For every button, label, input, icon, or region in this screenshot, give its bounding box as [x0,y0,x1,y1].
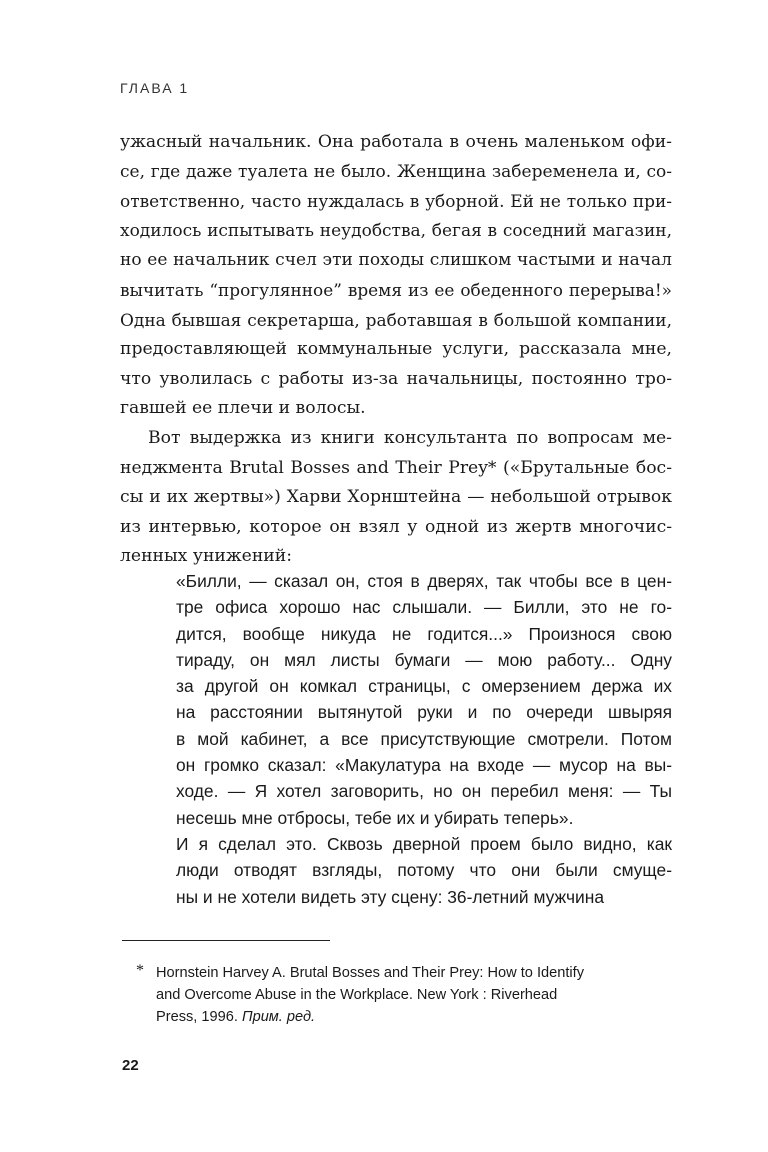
quote-line: тираду, он мял листы бумаги — мою работу... Одну [176,649,672,670]
text-line: вычитать “прогулянное” время из ее обеденного перерыва!» [120,279,672,300]
footnote [136,962,696,1028]
text-line: гавшей ее плечи и волосы. [120,398,366,419]
text-line: ужасный начальник. Она работала в очень маленьком офи- [120,132,672,152]
text-line: из интервью, которое он взял у одной из жертв многочис- [120,516,672,537]
quote-line: люди отводят взгляды, потому что они были смуще- [176,860,672,881]
footnote-line [156,1006,696,1028]
text-line: предоставляющей коммунальные услуги, рассказала мне, [120,339,672,360]
footnote-text: Press, 1996. [156,1009,238,1025]
text-line: но ее начальник счел эти походы слишком частыми и начал [120,250,672,271]
text-line: Одна бывшая секретарша, работавшая в большой компании, [120,309,672,330]
text-line: Вот выдержка из книги консультанта по вопросам ме- [148,427,672,448]
footnote-editor-note: Прим. ред. [242,1009,316,1025]
text-line: неджмента Brutal Bosses and Their Prey* («Брутальные бос- [120,457,672,478]
quote-line: тре офиса хорошо нас слышали. — Билли, это не го- [176,597,672,618]
footnote-mark: * [136,962,144,979]
quote-line: дится, вообще никуда не годится...» Произнося свою [176,623,672,644]
quote-line: И я сделал это. Сквозь дверной проем было видно, как [176,833,672,854]
footnote-line: and Overcome Abuse in the Workplace. New York : Riverhead [156,987,558,1003]
text-line: ленных унижений: [120,546,293,567]
quote-line: за другой он комкал страницы, с омерзением держа их [176,676,672,697]
footnote-divider [122,940,330,941]
footnote-line: Hornstein Harvey A. Brutal Bosses and Their Prey: How to Identify [156,965,585,981]
text-line: сы и их жертвы») Харви Хорнштейна — небольшой отрывок [120,487,672,508]
main-text [120,128,672,572]
text-line: се, где даже туалета не было. Женщина забеременела и, со- [120,161,672,182]
running-head: ГЛАВА 1 [120,80,190,96]
block-quote [176,568,672,910]
text-line: ответственно, часто нуждалась в уборной. Ей не только при- [120,191,672,212]
text-line: ходилось испытывать неудобства, бегая в соседний магазин, [120,220,672,241]
quote-line: ны и не хотели видеть эту сцену: 36-летний мужчина [176,886,604,907]
quote-line: он громко сказал: «Макулатура на входе — мусор на вы- [176,755,672,776]
quote-line: «Билли, — сказал он, стоя в дверях, так чтобы все в цен- [176,571,672,591]
quote-line: в мой кабинет, а все присутствующие смотрели. Потом [176,728,672,749]
quote-line: ходе. — Я хотел заговорить, но он перебил меня: — Ты [176,781,672,802]
page-number: 22 [122,1057,139,1074]
quote-line: несешь мне отбросы, тебе их и убирать теперь». [176,807,574,828]
text-line: что уволилась с работы из-за начальницы, постоянно тро- [120,368,672,389]
quote-line: на расстоянии вытянутой руки и по очереди швыряя [176,702,672,723]
